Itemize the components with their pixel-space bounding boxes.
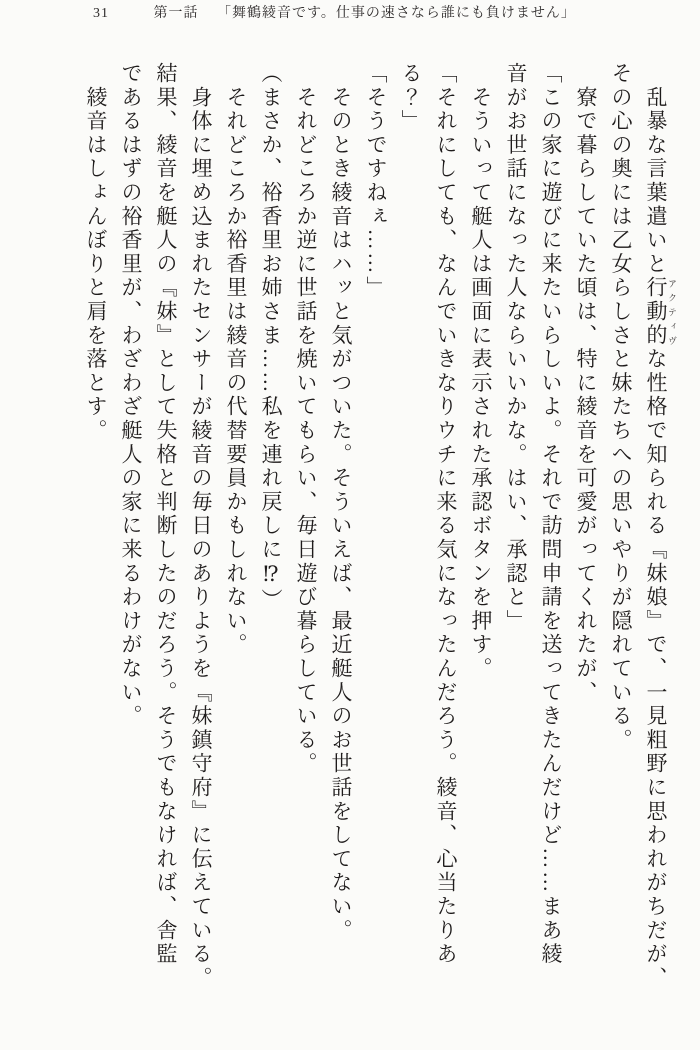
text-segment: な性格で知られる『妹娘』で、一見粗野に思われがちだが、 (644, 347, 668, 991)
page-number: 31 (93, 6, 109, 21)
text-line: そういって艇人は画面に表示された承認ボタンを押す。 (469, 62, 493, 681)
text-line: であるはずの裕香里が、わざわざ艇人の家に来るわけがない。 (119, 62, 143, 729)
text-line: 「そうですねぇ……」 (364, 62, 388, 300)
text-line: る？」 (399, 62, 423, 134)
text-line: 音がお世話になった人ならいいかな。はい、承認と」 (504, 62, 528, 634)
chapter-label: 第一話 (153, 6, 199, 21)
novel-text-block (77, 62, 677, 996)
text-line: 寮で暮らしていた頃は、特に綾音を可愛がってくれたが、 (574, 62, 598, 705)
text-line: 結果、綾音を艇人の『妹』として失格と判断したのだろう。そうでもなければ、舎監 (154, 62, 178, 967)
ruby-annotation (644, 276, 677, 348)
chapter-title: 「舞鶴綾音です。仕事の速さなら誰にも負けません」 (217, 6, 576, 21)
text-line: 綾音はしょんぼりと肩を落とす。 (84, 62, 108, 443)
text-line: 「この家に遊びに来たいらしいよ。それで訪問申請を送ってきたんだけど……まあ綾 (539, 62, 563, 967)
text-line: それどころか裕香里は綾音の代替要員かもしれない。 (224, 62, 248, 657)
text-line: その心の奥には乙女らしさと妹たちへの思いやりが隠れている。 (609, 62, 633, 753)
text-line: 身体に埋め込まれたセンサーが綾音の毎日のありようを『妹鎮守府』に伝えている。 (189, 62, 213, 991)
text-line: 「それにしても、なんでいきなりウチに来る気になったんだろう。綾音、心当たりあ (434, 62, 458, 967)
text-line: それどころか逆に世話を焼いてもらい、毎日遊び暮らしている。 (294, 62, 318, 776)
running-head (93, 5, 576, 23)
ruby-furigana: アクティヴ (667, 276, 677, 348)
text-segment: 乱暴な言葉遣いと (644, 62, 668, 277)
ruby-base: 行動的 (644, 276, 668, 348)
text-line (638, 62, 677, 996)
text-line: そのとき綾音はハッと気がついた。そういえば、最近艇人のお世話をしてない。 (329, 62, 353, 943)
text-line: （まさか、裕香里お姉さま……私を連れ戻しに⁉） (259, 62, 283, 613)
